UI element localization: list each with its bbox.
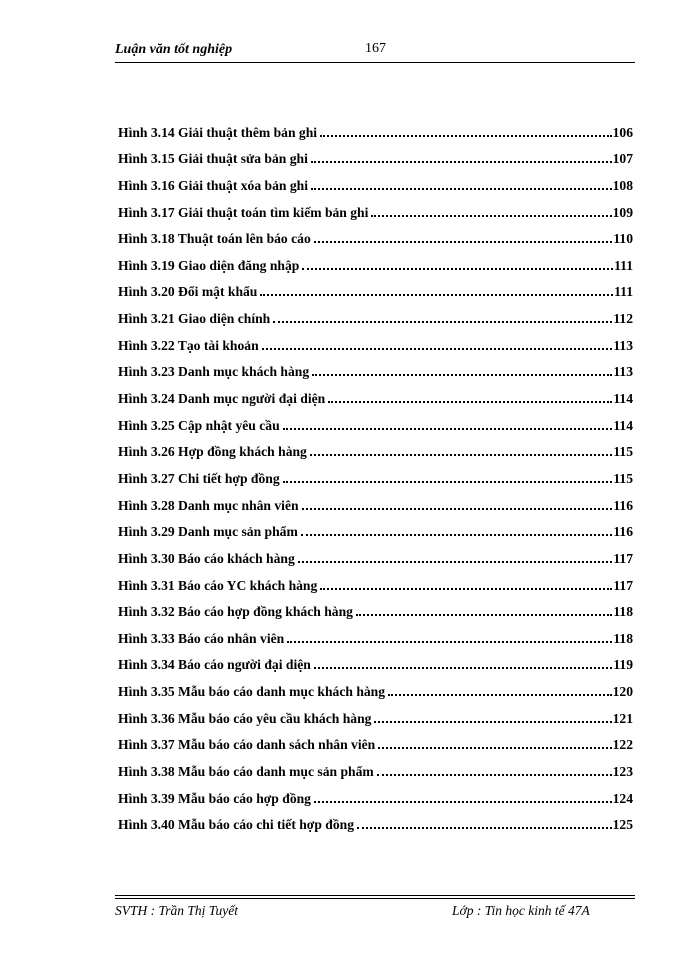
toc-entry-page: 125 [612, 817, 633, 833]
footer-rule-bottom [115, 898, 635, 899]
toc-entry-label: Hình 3.20 Đổi mật khẩu [118, 284, 258, 300]
toc-entry-label: Hình 3.27 Chi tiết hợp đồng [118, 470, 280, 486]
toc-entry-label: Hình 3.17 Giải thuật toán tìm kiếm bản ghi [118, 204, 369, 220]
toc-entry [118, 540, 633, 567]
toc-entry-label: Hình 3.36 Mẫu báo cáo yêu cầu khách hàng [118, 710, 372, 726]
toc-entry-page: 108 [612, 177, 633, 193]
toc-entry-label: Hình 3.15 Giải thuật sửa bản ghi [118, 151, 308, 167]
toc-entry-label: Hình 3.38 Mẫu báo cáo danh mục sản phẩm [118, 764, 374, 780]
footer-class: Lớp : Tin học kinh tế 47A [452, 903, 590, 918]
toc-entry-label: Hình 3.37 Mẫu báo cáo danh sách nhân viên [118, 737, 376, 753]
toc-entry [118, 300, 633, 327]
toc-dot-leader [283, 481, 613, 483]
toc-entry-page: 110 [613, 231, 633, 247]
toc-entry [118, 114, 633, 141]
toc-dot-leader [357, 827, 612, 829]
toc-dot-leader [298, 561, 613, 563]
toc-dot-leader [320, 588, 612, 590]
toc-entry-page: 123 [612, 764, 633, 780]
toc-entry [118, 247, 633, 274]
toc-dot-leader [314, 667, 613, 669]
toc-entry [118, 780, 633, 807]
toc-entry [118, 327, 633, 354]
toc-entry-page: 116 [613, 497, 633, 513]
toc-entry [118, 753, 633, 780]
toc-entry-page: 112 [613, 311, 633, 327]
toc-dot-leader [311, 161, 612, 163]
toc-dot-leader [301, 534, 613, 536]
toc-entry-page: 116 [613, 524, 633, 540]
toc-entry-page: 124 [612, 790, 633, 806]
toc-entry-page: 117 [613, 577, 633, 593]
page-header [115, 40, 635, 62]
toc-dot-leader [283, 428, 613, 430]
toc-entry-label: Hình 3.23 Danh mục khách hàng [118, 364, 310, 380]
toc-entry [118, 434, 633, 461]
toc-entry-page: 111 [614, 257, 633, 273]
toc-entry [118, 487, 633, 514]
toc-entry-label: Hình 3.19 Giao diện đăng nhập [118, 257, 300, 273]
footer-author: SVTH : Trần Thị Tuyết [115, 903, 239, 918]
toc-entry-label: Hình 3.18 Thuật toán lên báo cáo [118, 231, 311, 247]
toc-entry-page: 114 [613, 417, 633, 433]
toc-dot-leader [371, 215, 611, 217]
toc-entry [118, 460, 633, 487]
header-title: Luận văn tốt nghiệp [115, 42, 233, 57]
toc-entry-page: 106 [612, 124, 633, 140]
toc-entry [118, 673, 633, 700]
toc-entry [118, 221, 633, 248]
toc-entry-page: 117 [613, 550, 633, 566]
toc-entry-label: Hình 3.28 Danh mục nhân viên [118, 497, 299, 513]
toc-entry-label: Hình 3.31 Báo cáo YC khách hàng [118, 577, 318, 593]
toc-entry-label: Hình 3.35 Mẫu báo cáo danh mục khách hàng [118, 684, 386, 700]
toc-entry [118, 407, 633, 434]
toc-entry-page: 118 [613, 604, 633, 620]
toc-dot-leader [378, 747, 611, 749]
toc-entry-page: 114 [613, 391, 633, 407]
toc-entry-label: Hình 3.21 Giao diện chính [118, 311, 271, 327]
toc-entry-label: Hình 3.39 Mẫu báo cáo hợp đồng [118, 790, 311, 806]
toc-entry-page: 122 [612, 737, 633, 753]
toc-entry-label: Hình 3.24 Danh mục người đại diện [118, 391, 326, 407]
toc-entry [118, 807, 633, 834]
toc-entry-label: Hình 3.14 Giải thuật thêm bản ghi [118, 124, 318, 140]
toc-dot-leader [312, 374, 612, 376]
toc-dot-leader [356, 614, 612, 616]
toc-entry-page: 113 [613, 364, 633, 380]
toc-entry [118, 141, 633, 168]
toc-entry [118, 274, 633, 301]
toc-dot-leader [374, 721, 611, 723]
toc-entry-page: 121 [612, 710, 633, 726]
toc-entry-label: Hình 3.32 Báo cáo hợp đồng khách hàng [118, 604, 353, 620]
toc-dot-leader [320, 135, 612, 137]
figure-list [118, 114, 633, 833]
toc-entry [118, 727, 633, 754]
toc-entry-page: 120 [612, 684, 633, 700]
toc-entry-label: Hình 3.26 Hợp đồng khách hàng [118, 444, 307, 460]
toc-entry-label: Hình 3.34 Báo cáo người đại diện [118, 657, 311, 673]
toc-entry [118, 194, 633, 221]
toc-entry [118, 700, 633, 727]
toc-entry [118, 647, 633, 674]
toc-entry-page: 107 [612, 151, 633, 167]
toc-entry [118, 514, 633, 541]
toc-entry [118, 594, 633, 621]
toc-dot-leader [311, 188, 612, 190]
header-rule [115, 62, 635, 63]
toc-entry-label: Hình 3.40 Mẫu báo cáo chi tiết hợp đồng [118, 817, 355, 833]
toc-dot-leader [310, 454, 613, 456]
toc-entry [118, 567, 633, 594]
toc-entry-label: Hình 3.33 Báo cáo nhân viên [118, 630, 285, 646]
toc-entry-page: 111 [614, 284, 633, 300]
toc-dot-leader [302, 268, 613, 270]
toc-entry-page: 109 [612, 204, 633, 220]
toc-entry-label: Hình 3.16 Giải thuật xóa bản ghi [118, 177, 308, 193]
toc-dot-leader [314, 241, 613, 243]
toc-dot-leader [262, 348, 613, 350]
toc-entry-label: Hình 3.29 Danh mục sản phẩm [118, 524, 298, 540]
toc-entry-page: 115 [613, 470, 633, 486]
toc-dot-leader [328, 401, 612, 403]
toc-dot-leader [302, 508, 613, 510]
toc-entry [118, 167, 633, 194]
header-page-number: 167 [365, 41, 386, 56]
toc-entry-page: 113 [613, 337, 633, 353]
toc-dot-leader [388, 694, 612, 696]
toc-dot-leader [260, 294, 613, 296]
toc-entry-page: 115 [613, 444, 633, 460]
footer-rule-top [115, 895, 635, 896]
toc-entry-page: 119 [613, 657, 633, 673]
toc-entry [118, 380, 633, 407]
toc-dot-leader [377, 774, 612, 776]
toc-dot-leader [314, 801, 612, 803]
toc-entry [118, 354, 633, 381]
toc-entry [118, 620, 633, 647]
toc-dot-leader [273, 321, 612, 323]
toc-entry-label: Hình 3.30 Báo cáo khách hàng [118, 550, 295, 566]
toc-dot-leader [287, 641, 612, 643]
toc-entry-label: Hình 3.22 Tạo tài khoản [118, 337, 259, 353]
toc-entry-page: 118 [613, 630, 633, 646]
toc-entry-label: Hình 3.25 Cập nhật yêu cầu [118, 417, 280, 433]
